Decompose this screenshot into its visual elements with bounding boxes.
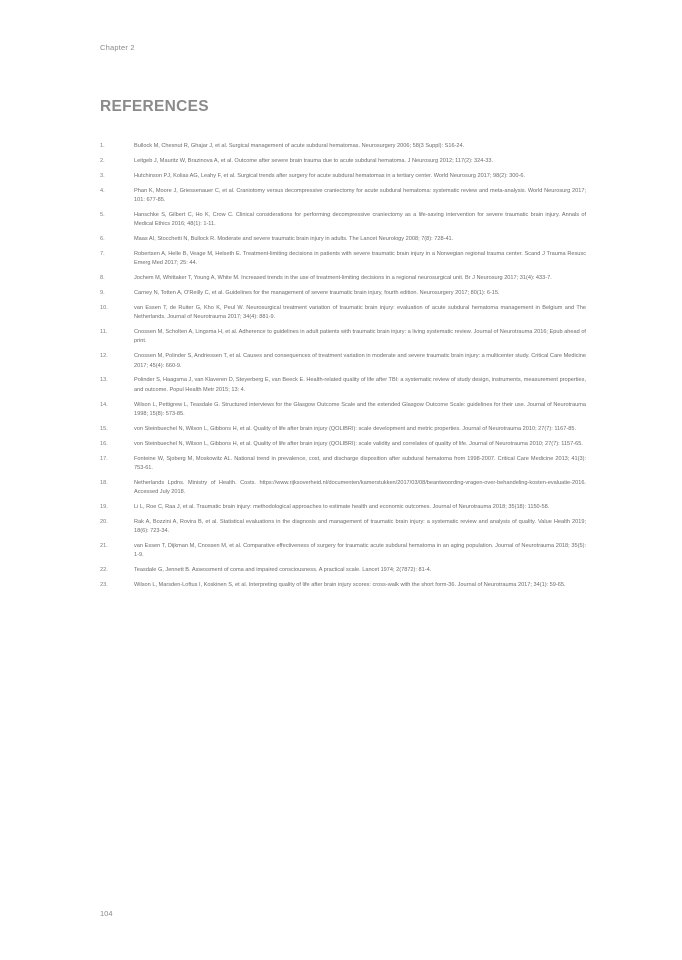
reference-number: 17. (100, 455, 108, 462)
reference-text: Bullock M, Chesnut R, Ghajar J, et al. Surgical management of acute subdural hematomas. Neurosurgery 2006; 58(3 Suppl): S16-24. (134, 143, 465, 149)
reference-text: von Steinbuechel N, Wilson L, Gibbons H, et al. Quality of life after brain injury (QOLIBRI): scale development and metric properties. Journal of Neurotrauma 2010; 27(7): 1167-85. (134, 425, 577, 432)
reference-item (100, 250, 586, 269)
reference-text: Wilson L, Marsden-Loftus I, Koskinen S, et al. Interpreting quality of life after brain injury scores: cross-walk with the short form-36. Journal of Neurotrauma 2017; 34(1): 59-65. (134, 582, 566, 589)
reference-number: 21. (100, 543, 108, 550)
reference-number: 12. (100, 353, 108, 360)
section-title: REFERENCES (100, 98, 209, 115)
reference-item (100, 328, 586, 347)
reference-number: 9. (100, 290, 105, 297)
reference-item (100, 274, 586, 283)
reference-number: 6. (100, 236, 105, 243)
reference-number: 7. (100, 250, 105, 257)
reference-number: 3. (100, 172, 105, 179)
reference-number: 22. (100, 567, 108, 574)
reference-item (100, 440, 586, 449)
reference-number: 19. (100, 504, 108, 510)
reference-text: Polinder S, Haagsma J, van Klaveren D, Steyerberg E, van Beeck E. Health-related quality of life after TBI: a systematic review of study design, instruments, measurement properties, and outcome. Popul Health Metr 2015; 13: 4. (134, 377, 586, 393)
reference-text: Phan K, Moore J, Griessenauer C, et al. Craniotomy versus decompressive craniectomy for acute subdural hematoma: systematic review and meta-analysis. World Neurosurg 2017; 101: 677-85. (134, 187, 586, 203)
reference-number: 2. (100, 157, 105, 164)
reference-number: 14. (100, 401, 108, 408)
reference-text: Leitgeb J, Mauritz W, Brazinova A, et al. Outcome after severe brain trauma due to acute subdural hematoma. J Neurosurg 2012; 117(2): 324-33. (134, 157, 494, 164)
reference-item (100, 211, 586, 230)
reference-text: Robertsen A, Helle B, Veage M, Helseth E. Treatment-limiting decisions in patients with severe traumatic brain injury in a Norwegian regional trauma center. Scand J Trauma Resusc Emerg Med 2017; 25: 44. (134, 250, 586, 267)
reference-item (100, 566, 586, 575)
reference-item (100, 401, 586, 420)
reference-text: Cnossen M, Polinder S, Andriessen T, et al. Causes and consequences of treatment variation in moderate and severe traumatic brain injury: a multicenter study. Critical Care Medicine 2017; 45(4): 660-9. (134, 353, 586, 369)
reference-text: Fonteine W, Sjoberg M, Moskowitz AL. National trend in prevalence, cost, and discharge disposition after subdural hematoma from 1998-2007. Critical Care Medicine 2013; 41(3): 753-61. (134, 455, 586, 471)
reference-text: van Essen T, Dijkman M, Cnossen M, et al. Comparative effectiveness of surgery for traumatic acute subdural hematoma in an aging population. Journal of Neurotrauma 2018; 35(5): 1-9. (134, 543, 586, 559)
reference-number: 16. (100, 440, 108, 447)
reference-item (100, 235, 586, 244)
reference-item (100, 157, 586, 166)
reference-item (100, 142, 586, 151)
reference-number: 18. (100, 479, 108, 486)
reference-number: 20. (100, 518, 108, 525)
reference-number: 15. (100, 425, 108, 432)
reference-number: 5. (100, 211, 105, 218)
reference-text: Maas AI, Stocchetti N, Bullock R. Moderate and severe traumatic brain injury in adults. The Lancet Neurology 2008; 7(8): 728-41. (134, 236, 454, 243)
reference-item (100, 518, 586, 537)
reference-number: 4. (100, 187, 105, 194)
reference-text: Teasdale G, Jennett B. Assessment of coma and impaired consciousness. A practical scale. Lancet 1974; 2(7872): 81-4. (134, 567, 432, 574)
reference-item (100, 542, 586, 561)
reference-item (100, 352, 586, 371)
reference-number: 11. (100, 329, 108, 336)
reference-text: Hanschke S, Gilbert C, Ho K, Crow C. Clinical considerations for performing decompressive craniectomy as a life-saving intervention for severe traumatic brain injury. Annals of Medical Ethics 2016; 48(1): 1-11. (134, 211, 586, 228)
reference-item (100, 503, 586, 512)
reference-number: 23. (100, 582, 108, 589)
reference-text: Wilson L, Pettigrew L, Teasdale G. Structured interviews for the Glasgow Outcome Scale and the extended Glasgow Outcome Scale: guidelines for their use. Journal of Neurotrauma 1998; 15(8): 573-85. (134, 401, 586, 417)
reference-item (100, 455, 586, 474)
reference-number: 10. (100, 304, 108, 311)
reference-number: 1. (100, 143, 105, 149)
reference-item (100, 187, 586, 206)
reference-number: 13. (100, 377, 108, 384)
reference-text: Netherlands Lpdns. Ministry of Health. Costs. https://www.rijksoverheid.nl/documenten/kamerstukken/2017/03/08/beantwoording-vragen-over-behandeling-kosten-evaluatie-2016. Accessed July 2018. (134, 479, 586, 496)
reference-item (100, 289, 586, 298)
reference-item (100, 479, 586, 498)
reference-item (100, 304, 586, 323)
reference-item (100, 581, 586, 590)
reference-text: Jochem M, Whittaker T, Young A, White M. Increased trends in the use of treatment-limiting decisions in a regional neurosurgical unit. Br J Neurosurg 2017; 31(4): 433-7. (134, 275, 552, 282)
reference-text: Carney N, Totten A, O'Reilly C, et al. Guidelines for the management of severe traumatic brain injury, fourth edition. Neurosurgery 2017; 80(1): 6-15. (134, 290, 500, 297)
reference-text: von Steinbuechel N, Wilson L, Gibbons H, et al. Quality of life after brain injury (QOLIBRI): scale validity and correlates of quality of life. Journal of Neurotrauma 2010; 27(7): 1157-65. (134, 440, 583, 447)
running-head: Chapter 2 (100, 43, 135, 52)
reference-text: Hutchinson PJ, Kolias AG, Leahy F, et al. Surgical trends after surgery for acute subdural hematomas in a tertiary center. World Neurosurg 2017; 98(2): 300-6. (134, 172, 526, 179)
reference-item (100, 376, 586, 395)
reference-list (100, 142, 586, 596)
reference-number: 8. (100, 275, 105, 282)
reference-item (100, 425, 586, 434)
reference-text: van Essen T, de Ruiter G, Kho K, Peul W. Neurosurgical treatment variation of traumatic brain injury: evaluation of acute subdural hematoma management in Belgium and The Netherlands. Journal of Neurotrauma 2017; 34(4): 881-9. (134, 304, 586, 321)
reference-text: Rak A, Bozzini A, Rovira B, et al. Statistical evaluations in the diagnosis and management of traumatic brain injury: a systematic review and analysis of quality. Value Health 2019; 18(6): 723-34. (134, 518, 586, 535)
page-number: 104 (100, 909, 113, 918)
reference-text: Li L, Roe C, Raa J, et al. Traumatic brain injury: methodological approaches to estimate health and economic outcomes. Journal of Neurotrauma 2018; 35(18): 1150-58. (134, 504, 550, 510)
reference-text: Cnossen M, Scholten A, Lingsma H, et al. Adherence to guidelines in adult patients with traumatic brain injury: a living systematic review. Journal of Neurotrauma 2016; Epub ahead of print. (134, 329, 586, 345)
reference-item (100, 172, 586, 181)
